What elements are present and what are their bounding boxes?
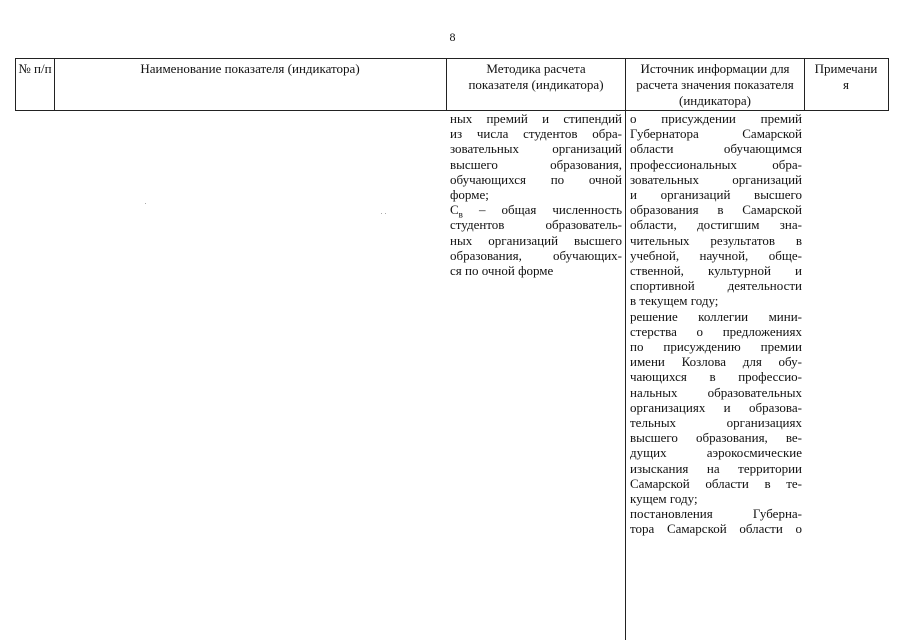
source-line: дущих аэрокосмические — [630, 445, 802, 461]
source-line: нальных образовательных — [630, 384, 802, 400]
source-line: высшего образования, ве- — [630, 430, 802, 446]
source-line: Самарской области в те- — [630, 475, 802, 491]
header-note: Примечания — [814, 61, 878, 92]
scan-speck — [145, 203, 146, 204]
method-line: форме; — [450, 187, 489, 203]
source-cell — [630, 111, 802, 537]
source-line: постановления Губерна- — [630, 506, 802, 522]
method-line: высшего образования, — [450, 156, 622, 172]
header-method: Методика расчета показателя (индикатора) — [468, 61, 604, 92]
column-divider-2 — [446, 58, 447, 111]
indicator-table — [0, 58, 905, 640]
table-left-border — [15, 58, 16, 111]
source-line: чительных результатов в — [630, 232, 802, 248]
table-right-border — [888, 58, 889, 111]
source-line: организациях и образова- — [630, 399, 802, 415]
source-line: кущем году; — [630, 491, 698, 507]
source-line: по присуждению премии — [630, 339, 802, 355]
source-line: решение коллегии мини- — [630, 308, 802, 324]
source-line: ственной, культурной и — [630, 263, 802, 279]
scan-speck — [385, 213, 386, 214]
source-line: и организаций высшего — [630, 187, 802, 203]
table-top-border — [15, 58, 888, 59]
method-line: ных премий и стипендий — [450, 111, 622, 126]
method-line: ся по очной форме — [450, 263, 554, 279]
source-line: области обучающимся — [630, 141, 802, 157]
method-line: ных организаций высшего — [450, 232, 622, 248]
method-line: из числа студентов обра- — [450, 126, 622, 142]
header-number: № п/п — [18, 61, 52, 76]
source-line: чающихся в профессио- — [630, 369, 802, 385]
column-divider-4 — [804, 58, 805, 111]
source-line: о присуждении премий — [630, 111, 802, 126]
page-number: 8 — [449, 30, 456, 44]
method-line: студентов образователь- — [450, 217, 622, 233]
source-line: изыскания на территории — [630, 460, 802, 476]
source-line: образования в Самарской — [630, 202, 802, 218]
column-divider-3 — [625, 58, 626, 640]
source-line: учебной, научной, обще- — [630, 247, 802, 263]
method-line: зовательных организаций — [450, 141, 622, 157]
source-line: стерства о предложениях — [630, 323, 802, 339]
source-line: зовательных организаций — [630, 171, 802, 187]
source-line: профессиональных обра- — [630, 156, 802, 172]
method-line: образования, обучающих- — [450, 247, 622, 263]
header-source: Источник информации для расчета значения показателя (индикатора) — [636, 61, 794, 108]
header-name: Наименование показателя (индикатора) — [140, 61, 360, 76]
source-line: области, достигшим зна- — [630, 217, 802, 233]
source-line: тельных организациях — [630, 415, 802, 431]
method-cell — [450, 111, 622, 278]
source-line: имени Козлова для обу- — [630, 354, 802, 370]
source-line: тора Самарской области о — [630, 521, 802, 537]
method-line: $С_в$ – общая численность — [450, 202, 622, 220]
source-line: спортивной деятельности — [630, 278, 802, 294]
source-line: в текущем году; — [630, 293, 719, 309]
method-line: обучающихся по очной — [450, 171, 622, 187]
source-line: Губернатора Самарской — [630, 126, 802, 142]
scan-speck — [381, 213, 382, 214]
